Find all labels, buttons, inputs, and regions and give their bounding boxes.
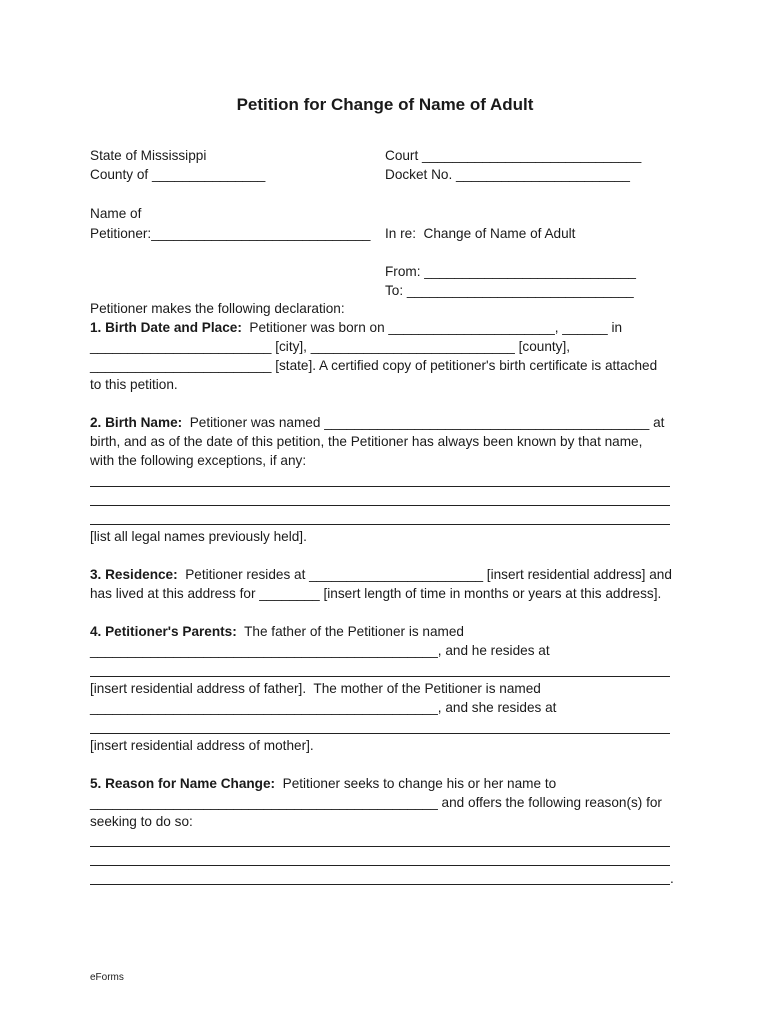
exceptions-line-3[interactable] [90, 524, 670, 525]
footer-brand: eForms [90, 972, 124, 983]
section-4-father-hint: [insert residential address of father]. The mother of the Petitioner is named [90, 681, 541, 696]
declaration-intro: Petitioner makes the following declaration: [90, 301, 345, 316]
document-title: Petition for Change of Name of Adult [236, 95, 534, 114]
section-2-line-1[interactable] [90, 413, 664, 432]
mother-address-line[interactable] [90, 733, 670, 734]
section-4-line-1 [90, 622, 464, 641]
section-3-line-1[interactable] [90, 565, 672, 584]
exceptions-line-2[interactable] [90, 505, 670, 506]
state-label: State of Mississippi [90, 148, 207, 163]
birth-name-field[interactable]: Petitioner was named ___________________________________________ at [182, 415, 665, 430]
section-5-heading: 5. Reason for Name Change: [90, 776, 276, 791]
residence-address-field[interactable]: Petitioner resides at _______________________ [insert residential address] and [177, 567, 672, 582]
county-field[interactable]: County of _______________ [90, 167, 266, 182]
section-5-reason-label: seeking to do so: [90, 814, 193, 829]
reason-end-period: . [670, 871, 674, 886]
section-3-heading: 3. Residence: [90, 567, 178, 582]
section-4-text: The father of the Petitioner is named [236, 624, 464, 639]
section-5-text: Petitioner seeks to change his or her name to [275, 776, 557, 791]
exceptions-line-1[interactable] [90, 486, 670, 487]
section-4-heading: 4. Petitioner's Parents: [90, 624, 237, 639]
birth-state-field[interactable]: ________________________ [state]. A certified copy of petitioner's birth certificate is attached [90, 358, 658, 373]
petitioner-field[interactable]: Petitioner:_____________________________ [90, 226, 371, 241]
reason-line-3[interactable] [90, 884, 670, 885]
in-re-label: In re: Change of Name of Adult [385, 226, 576, 241]
residence-duration-field[interactable]: has lived at this address for ________ [insert length of time in months or years at this address]. [90, 586, 662, 601]
mother-name-field[interactable]: ______________________________________________, and she resides at [90, 700, 557, 715]
birth-date-field[interactable]: Petitioner was born on ______________________, ______ in [241, 320, 623, 335]
section-2-text: birth, and as of the date of this petition, the Petitioner has always been known by that name, [90, 434, 643, 449]
name-of-label: Name of [90, 206, 142, 221]
father-name-field[interactable]: ______________________________________________, and he resides at [90, 643, 550, 658]
new-name-field[interactable]: ______________________________________________ and offers the following reason(s) for [90, 795, 662, 810]
section-2-exceptions-label: with the following exceptions, if any: [90, 453, 307, 468]
docket-field[interactable]: Docket No. _______________________ [385, 167, 630, 182]
section-2-hint: [list all legal names previously held]. [90, 529, 307, 544]
section-1-heading: 1. Birth Date and Place: [90, 320, 242, 335]
section-1-text: to this petition. [90, 377, 178, 392]
section-4-mother-hint: [insert residential address of mother]. [90, 738, 314, 753]
reason-line-1[interactable] [90, 846, 670, 847]
to-field[interactable]: To: ______________________________ [385, 283, 634, 298]
section-5-line-1 [90, 774, 556, 793]
birth-city-county-field[interactable]: ________________________ [city], ___________________________ [county], [90, 339, 571, 354]
court-field[interactable]: Court _____________________________ [385, 148, 642, 163]
from-field[interactable]: From: ____________________________ [385, 264, 636, 279]
reason-line-2[interactable] [90, 865, 670, 866]
section-2-heading: 2. Birth Name: [90, 415, 183, 430]
father-address-line[interactable] [90, 676, 670, 677]
section-1-line-1[interactable] [90, 318, 622, 337]
